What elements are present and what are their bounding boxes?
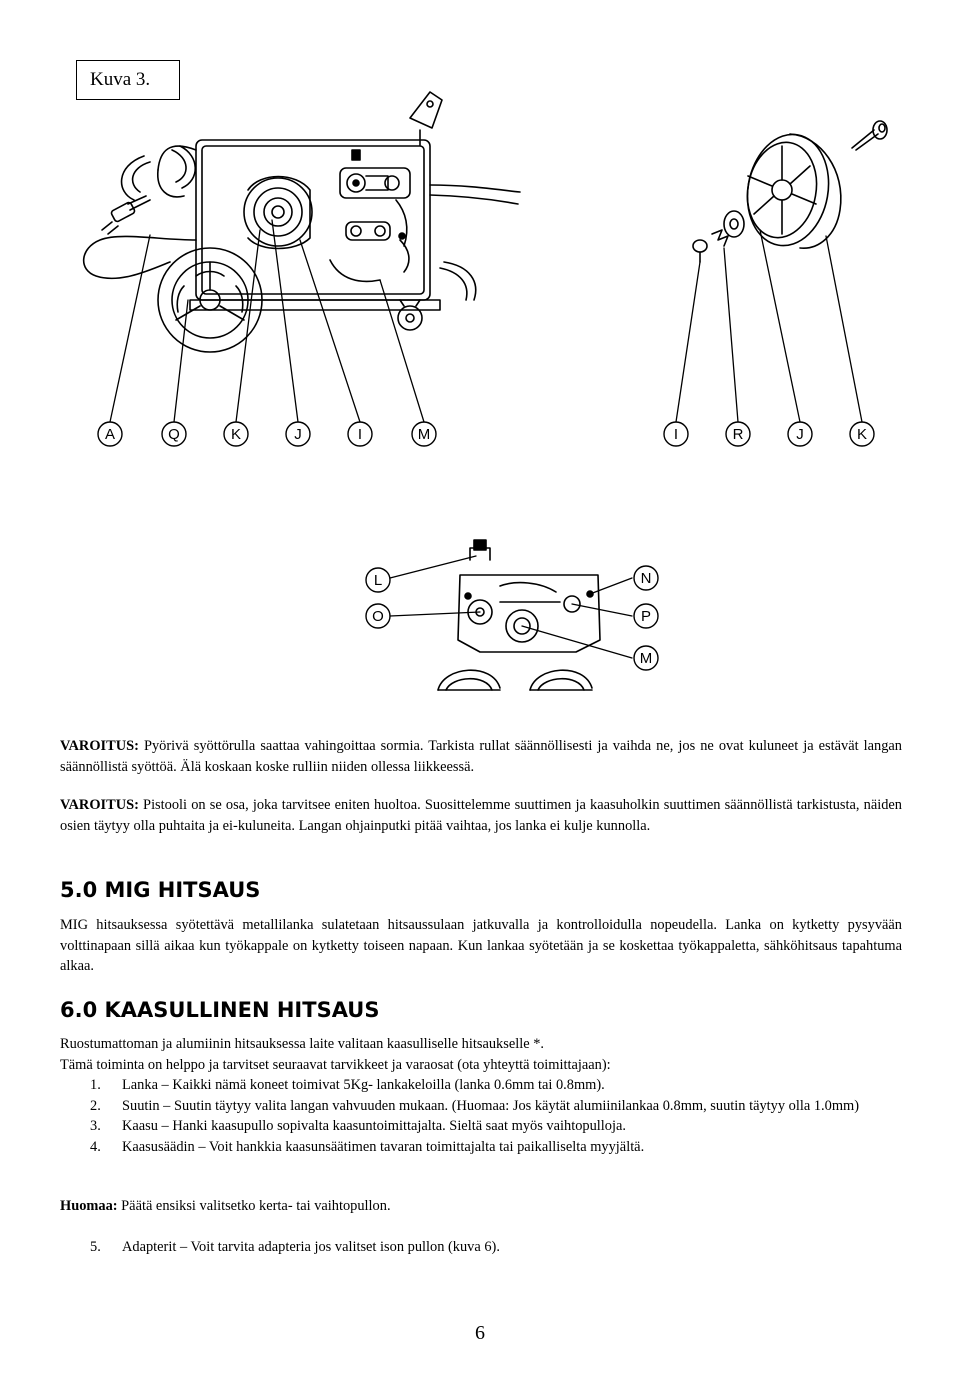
callout-j-right: J xyxy=(796,426,804,443)
item-5 xyxy=(60,1237,902,1258)
callout-o: O xyxy=(372,608,384,625)
wire-feeder-drawing xyxy=(438,540,600,690)
warning-prefix: VAROITUS: xyxy=(60,797,139,813)
callout-i-right: I xyxy=(673,426,679,443)
callout-a: A xyxy=(104,426,116,443)
warning-torch xyxy=(60,795,902,836)
list-item: 5. Adapterit – Voit tarvita adapteria jos valitset ison pullon (kuva 6). xyxy=(90,1239,500,1255)
list-item: 1. Lanka – Kaikki nämä koneet toimivat 5Kg- lankakeloilla (lanka 0.6mm tai 0.8mm). xyxy=(90,1077,605,1093)
callout-k-right: K xyxy=(856,426,868,443)
section-6-heading: 6.0 KAASULLINEN HITSAUS xyxy=(60,998,380,1022)
welder-machine-drawing xyxy=(84,92,520,352)
section-5-paragraph: MIG hitsauksessa syötettävä metallilanka sulatetaan hitsaussulaan jatkuvalla ja kontrolloidulla nopeudella. Lanka on kytketty pysyvään volttinapaan sillä aikaa kun työkappale on kytketty toiseen napaan. Kun lankaa syötetään ja se koskettaa työkappaletta, sähköhitsaus tapahtuma alkaa. xyxy=(60,917,902,974)
list-item: 4. Kaasusäädin – Voit hankkia kaasunsäätimen tavaran toimittajalta tai paikalliselta myyjältä. xyxy=(90,1138,645,1155)
feeder-labels xyxy=(366,566,658,670)
callout-i: I xyxy=(357,426,363,443)
callout-leaders-right xyxy=(676,230,862,422)
note-prefix: Huomaa: xyxy=(60,1198,118,1214)
list-item: 3. Kaasu – Hanki kaasupullo sopivalta kaasuntoimittajalta. Sieltä saat myös vaihtopulloja. xyxy=(90,1118,626,1134)
callout-leaders-left xyxy=(110,220,424,422)
callout-labels-right xyxy=(664,422,874,446)
section-5-heading: 5.0 MIG HITSAUS xyxy=(60,878,261,902)
callout-q: Q xyxy=(168,426,180,443)
page-number: 6 xyxy=(475,1322,485,1344)
callout-m: M xyxy=(417,426,431,443)
note xyxy=(60,1196,902,1217)
callout-n: N xyxy=(640,570,652,587)
supplies-list xyxy=(60,1075,902,1157)
list-item: 2. Suutin – Suutin täytyy valita langan vahvuuden mukaan. (Huomaa: Jos käytät alumiinilankaa 0.8mm, suutin täytyy olla 1.0mm) xyxy=(90,1097,859,1114)
section-6-intro-1: Ruostumattoman ja alumiinin hitsauksessa laite valitaan kaasulliselle hitsaukselle *. xyxy=(60,1036,544,1052)
section-6-intro-2: Tämä toiminta on helppo ja tarvitset seuraavat tarvikkeet ja varaosat (ota yhteyttä toimittajaan): xyxy=(60,1056,611,1073)
callout-m-feeder: M xyxy=(639,650,653,667)
callout-p: P xyxy=(640,608,652,625)
warning-prefix: VAROITUS: xyxy=(60,738,139,754)
spool-exploded-drawing xyxy=(693,121,887,262)
callout-l: L xyxy=(373,572,383,589)
callout-labels-left xyxy=(98,422,436,446)
note-text: Päätä ensiksi valitsetko kerta- tai vaihtopullon. xyxy=(117,1198,391,1214)
warning-text: Pistooli on se osa, joka tarvitsee eniten huoltoa. Suosittelemme suuttimen ja kaasuholkin suuttimen säännöllistä tarkistusta, näiden osien täytyy olla puhtaita ja ei-kuluneita. Langan ohjainputki pitää vaihtaa, jos lanka ei kulje kunnolla. xyxy=(60,797,902,834)
callout-r: R xyxy=(732,426,744,443)
figure-caption: Kuva 3. xyxy=(76,60,180,100)
warning-text: Pyörivä syöttörulla saattaa vahingoittaa sormia. Tarkista rullat säännöllisesti ja vaihda ne, jos ne ovat kuluneet ja estävät langan säännöllistä syöttöä. Älä koskaan koske rulliin niiden ollessa liikkeessä. xyxy=(60,738,902,775)
section-6-body xyxy=(60,1034,902,1157)
callout-j: J xyxy=(294,426,302,443)
warning-rollers xyxy=(60,736,902,777)
callout-k: K xyxy=(230,426,242,443)
